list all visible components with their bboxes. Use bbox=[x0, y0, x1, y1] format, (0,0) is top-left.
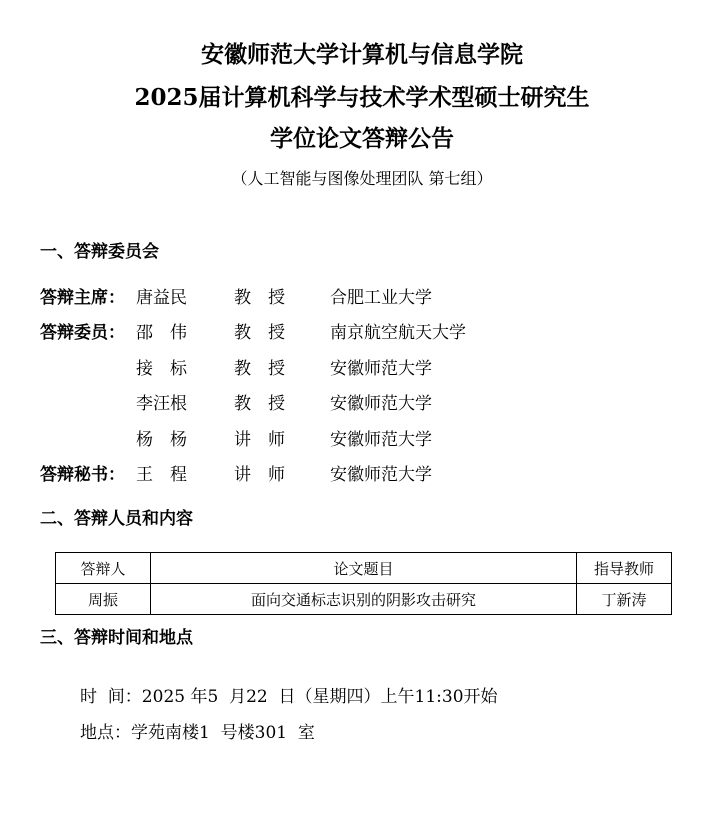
column-header-student: 答辩人 bbox=[56, 553, 151, 584]
table-row bbox=[56, 584, 672, 615]
table-header-row bbox=[56, 553, 672, 584]
defense-place: 地点：学苑南楼1 号楼301 室 bbox=[80, 723, 315, 743]
cell-topic: 面向交通标志识别的阴影攻击研究 bbox=[151, 584, 577, 615]
title-program: 2025届计算机科学与技术学术型硕士研究生 bbox=[134, 84, 590, 111]
member-name: 王 程 bbox=[136, 465, 187, 485]
member-org: 合肥工业大学 bbox=[330, 288, 432, 308]
committee-row bbox=[0, 285, 724, 311]
committee-row bbox=[0, 427, 724, 453]
member-org: 安徽师范大学 bbox=[330, 394, 432, 414]
member-name: 唐益民 bbox=[136, 288, 187, 308]
member-role: 答辩秘书： bbox=[40, 465, 125, 485]
member-title: 教 授 bbox=[234, 323, 285, 343]
member-title: 教 授 bbox=[234, 359, 285, 379]
member-org: 南京航空航天大学 bbox=[330, 323, 466, 343]
column-header-advisor: 指导教师 bbox=[577, 553, 672, 584]
member-org: 安徽师范大学 bbox=[330, 359, 432, 379]
member-role: 答辩主席： bbox=[40, 288, 125, 308]
member-name: 邵 伟 bbox=[136, 323, 187, 343]
committee-row bbox=[0, 462, 724, 488]
section-committee-heading: 一、答辩委员会 bbox=[40, 242, 159, 262]
column-header-topic: 论文题目 bbox=[151, 553, 577, 584]
committee-row bbox=[0, 320, 724, 346]
committee-row bbox=[0, 391, 724, 417]
member-org: 安徽师范大学 bbox=[330, 430, 432, 450]
defense-time: 时 间：2025 年5 月22 日（星期四）上午11:30开始 bbox=[80, 687, 498, 707]
member-title: 讲 师 bbox=[234, 430, 285, 450]
cell-advisor: 丁新涛 bbox=[577, 584, 672, 615]
title-announcement: 学位论文答辩公告 bbox=[270, 125, 454, 152]
committee-row bbox=[0, 356, 724, 382]
member-title: 讲 师 bbox=[234, 465, 285, 485]
defense-table bbox=[55, 552, 672, 615]
member-org: 安徽师范大学 bbox=[330, 465, 432, 485]
subtitle-group: （人工智能与图像处理团队 第七组） bbox=[231, 169, 493, 188]
member-title: 教 授 bbox=[234, 288, 285, 308]
cell-student: 周振 bbox=[56, 584, 151, 615]
member-name: 杨 杨 bbox=[136, 430, 187, 450]
member-title: 教 授 bbox=[234, 394, 285, 414]
member-name: 李汪根 bbox=[136, 394, 187, 414]
title-school: 安徽师范大学计算机与信息学院 bbox=[201, 41, 523, 68]
member-role: 答辩委员： bbox=[40, 323, 125, 343]
member-name: 接 标 bbox=[136, 359, 187, 379]
section-schedule-heading: 三、答辩时间和地点 bbox=[40, 628, 193, 648]
section-defense-heading: 二、答辩人员和内容 bbox=[40, 509, 193, 529]
